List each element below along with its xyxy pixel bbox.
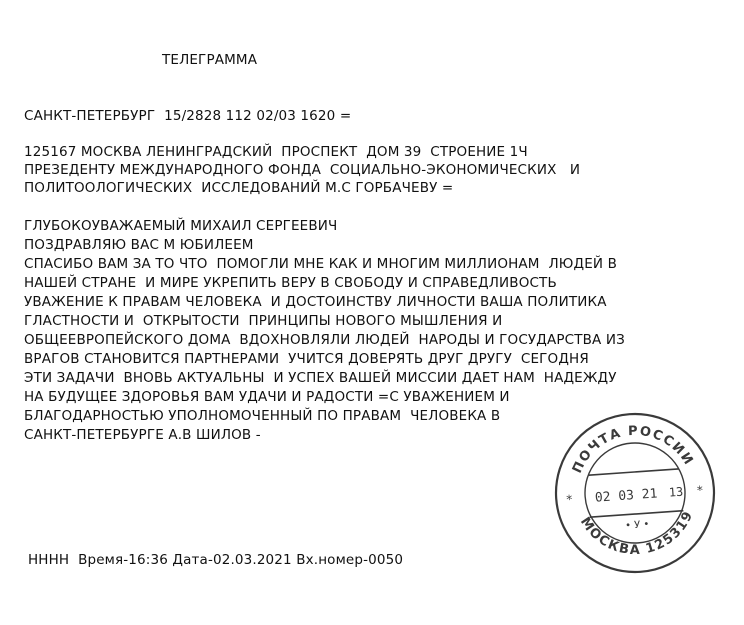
postal-stamp	[546, 404, 723, 581]
body-line: НА БУДУЩЕЕ ЗДОРОВЬЯ ВАМ УДАЧИ И РАДОСТИ =С УВАЖЕНИЕМ И	[24, 389, 510, 405]
svg-text:ПОЧТА РОССИИ	[567, 420, 697, 477]
stamp-star-right: *	[696, 483, 704, 498]
stamp-lower-bar	[590, 511, 684, 518]
body-line: НАШЕЙ СТРАНЕ И МИРЕ УКРЕПИТЬ ВЕРУ В СВОБОДУ И СПРАВЕДЛИВОСТЬ	[24, 275, 557, 291]
body-line: САНКТ-ПЕТЕРБУРГЕ А.В ШИЛОВ -	[24, 427, 261, 443]
telegram-header: САНКТ-ПЕТЕРБУРГ 15/2828 112 02/03 1620 =	[24, 108, 352, 124]
stamp-mid-text: • У •	[624, 519, 650, 532]
body-line: СПАСИБО ВАМ ЗА ТО ЧТО ПОМОГЛИ МНЕ КАК И МНОГИМ МИЛЛИОНАМ ЛЮДЕЙ В	[24, 256, 617, 272]
telegram-title: ТЕЛЕГРАММА	[162, 52, 258, 68]
body-line: ГЛУБОКОУВАЖАЕМЫЙ МИХАИЛ СЕРГЕЕВИЧ	[24, 218, 338, 234]
address-line: ПРЕЗЕДЕНТУ МЕЖДУНАРОДНОГО ФОНДА СОЦИАЛЬНО-ЭКОНОМИЧЕСКИХ И	[24, 162, 581, 178]
body-line: ГЛАСТНОСТИ И ОТКРЫТОСТИ ПРИНЦИПЫ НОВОГО МЫШЛЕНИЯ И	[24, 313, 503, 329]
stamp-top-text: ПОЧТА РОССИИ	[569, 423, 697, 476]
stamp-bottom-text: МОСКВА 125319	[576, 508, 697, 559]
svg-text:МОСКВА 125319	[576, 507, 699, 562]
stamp-star-left: *	[565, 492, 573, 507]
body-line: БЛАГОДАРНОСТЬЮ УПОЛНОМОЧЕННЫЙ ПО ПРАВАМ ЧЕЛОВЕКА В	[24, 408, 501, 424]
address-line: 125167 МОСКВА ЛЕНИНГРАДСКИЙ ПРОСПЕКТ ДОМ 39 СТРОЕНИЕ 1Ч	[24, 144, 528, 160]
body-line: ПОЗДРАВЛЯЮ ВАС М ЮБИЛЕЕМ	[24, 237, 254, 253]
stamp-date: 02 03 21	[594, 486, 658, 506]
stamp-upper-bar	[589, 469, 679, 475]
stamp-hour: 13	[668, 484, 684, 500]
body-line: ОБЩЕЕВРОПЕЙСКОГО ДОМА ВДОХНОВЛЯЛИ ЛЮДЕЙ НАРОДЫ И ГОСУДАРСТВА ИЗ	[24, 332, 625, 348]
telegram-footer: НННН Время-16:36 Дата-02.03.2021 Вх.номер-0050	[28, 552, 404, 568]
address-line: ПОЛИТООЛОГИЧЕСКИХ ИССЛЕДОВАНИЙ М.С ГОРБАЧЕВУ =	[24, 180, 454, 196]
body-line: УВАЖЕНИЕ К ПРАВАМ ЧЕЛОВЕКА И ДОСТОИНСТВУ ЛИЧНОСТИ ВАША ПОЛИТИКА	[24, 294, 607, 310]
body-line: ВРАГОВ СТАНОВИТСЯ ПАРТНЕРАМИ УЧИТСЯ ДОВЕРЯТЬ ДРУГ ДРУГУ СЕГОДНЯ	[24, 351, 589, 367]
body-line: ЭТИ ЗАДАЧИ ВНОВЬ АКТУАЛЬНЫ И УСПЕХ ВАШЕЙ МИССИИ ДАЕТ НАМ НАДЕЖДУ	[24, 370, 617, 386]
